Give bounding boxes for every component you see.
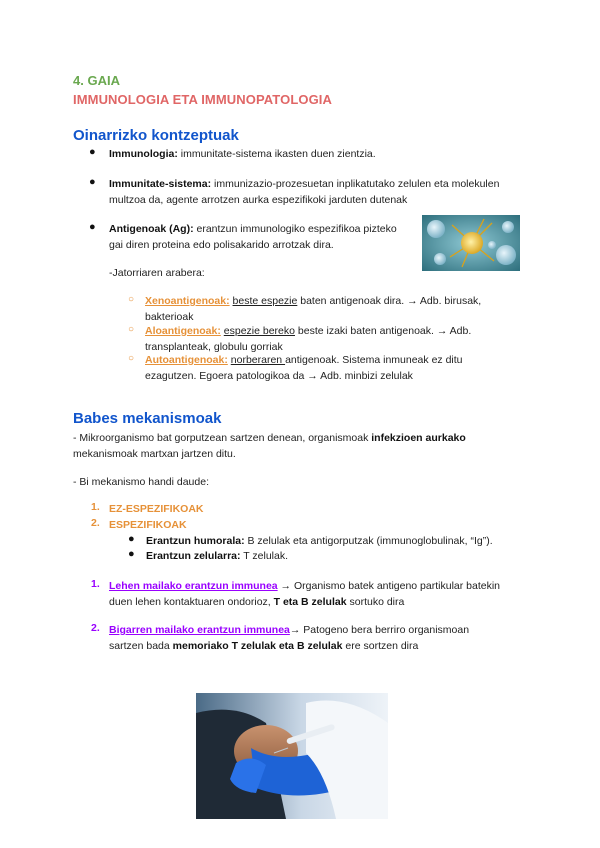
intro-text — [73, 430, 466, 446]
term-label: Immunitate-sistema: — [109, 178, 212, 190]
list-item — [109, 146, 376, 162]
response-primary — [109, 578, 500, 594]
circle-bullet-icon: ○ — [128, 324, 135, 335]
term-label: Xenoantigenoak: — [145, 295, 230, 307]
bullet-icon: ● — [128, 533, 135, 545]
list-number: 1. — [91, 501, 100, 513]
term-definition: antigenoak. Sistema inmuneak ez ditu — [285, 354, 463, 366]
term-definition-cont: gai diren proteina edo polisakarido arrotzak dira. — [109, 239, 334, 251]
bullet-icon: ● — [89, 146, 96, 158]
term-label: Aloantigenoak: — [145, 325, 221, 337]
term-definition: T zelulak. — [240, 550, 289, 562]
term-definition: B zelulak eta antigorputzak (immunoglobulinak, “Ig”). — [244, 535, 493, 547]
term-definition: erantzun immunologiko espezifikoa pizteko — [193, 223, 397, 235]
term-definition-cont: multzoa da, agente arrotzen aurka espezifikoki jarduten dutenak — [109, 194, 408, 206]
response-secondary — [109, 622, 469, 638]
section-heading-defense: Babes mekanismoak — [73, 410, 222, 427]
underlined-text: norberaren — [230, 354, 286, 366]
list-item — [146, 548, 288, 564]
list-number: 2. — [91, 622, 100, 634]
mechanism-nonspecific: EZ-ESPEZIFIKOAK — [109, 503, 204, 515]
response-text-cont — [109, 638, 418, 654]
intro-text-part: - Mikroorganismo bat gorputzean sartzen denean, organismoak — [73, 432, 372, 444]
term-definition: baten antigenoak dira. → Adb. birusak, — [297, 295, 482, 307]
response-title: Bigarren mailako erantzun immunea — [109, 624, 290, 636]
list-number: 2. — [91, 517, 100, 529]
circle-bullet-icon: ○ — [128, 294, 135, 305]
term-definition: immunitate-sistema ikasten duen zientzia. — [177, 148, 376, 160]
origin-label: -Jatorriaren arabera: — [109, 267, 205, 279]
intro-bold: infekzioen aurkako — [371, 432, 466, 444]
chapter-number: 4. GAIA — [73, 73, 120, 88]
term-definition-cont: bakterioak — [145, 311, 194, 323]
response-text-part: sartzen bada — [109, 640, 173, 652]
term-definition-cont: transplanteak, globulu gorriak — [145, 341, 283, 353]
term-label: Autoantigenoak: — [145, 354, 228, 366]
vaccination-image — [196, 693, 388, 819]
section-heading-concepts: Oinarrizko kontzeptuak — [73, 127, 239, 144]
circle-bullet-icon: ○ — [128, 353, 135, 364]
response-bold: T eta B zelulak — [273, 596, 347, 608]
sub-list-item — [145, 323, 471, 339]
underlined-text: beste espezie — [232, 295, 298, 307]
virus-cell-image — [422, 215, 520, 271]
chapter-title: IMMUNOLOGIA ETA IMMUNOPATOLOGIA — [73, 92, 332, 107]
bullet-icon: ● — [89, 221, 96, 233]
list-item — [146, 533, 493, 549]
term-label: Antigenoak (Ag): — [109, 223, 194, 235]
bullet-icon: ● — [89, 176, 96, 188]
response-text-part: ere sortzen dira — [342, 640, 419, 652]
response-text: → Patogeno bera berriro organismoan — [289, 624, 470, 636]
term-definition-cont: ezagutzen. Egoera patologikoa da → Adb. minbizi zelulak — [145, 370, 413, 382]
term-label: Immunologia: — [109, 148, 178, 160]
response-text-cont — [109, 594, 404, 610]
term-label: Erantzun humorala: — [146, 535, 245, 547]
term-label: Erantzun zelularra: — [146, 550, 241, 562]
response-text: → Organismo batek antigeno partikular batekin — [277, 580, 501, 592]
list-item — [109, 221, 419, 237]
list-item — [109, 176, 529, 192]
mechanism-specific: ESPEZIFIKOAK — [109, 519, 187, 531]
response-text-part: sortuko dira — [346, 596, 405, 608]
bullet-icon: ● — [128, 548, 135, 560]
term-definition: immunizazio-prozesuetan inplikatutako zelulen eta molekulen — [211, 178, 500, 190]
sub-list-item — [145, 293, 481, 309]
list-number: 1. — [91, 578, 100, 590]
underlined-text: espezie bereko — [223, 325, 295, 337]
term-definition: beste izaki baten antigenoak. → Adb. — [294, 325, 472, 337]
mechanisms-label: - Bi mekanismo handi daude: — [73, 476, 209, 488]
intro-text-cont: mekanismoak martxan jartzen ditu. — [73, 448, 236, 460]
response-text-part: duen lehen kontaktuaren ondorioz, — [109, 596, 274, 608]
sub-list-item — [145, 352, 463, 368]
response-bold: memoriako T zelulak eta B zelulak — [172, 640, 343, 652]
response-title: Lehen mailako erantzun immunea — [109, 580, 278, 592]
